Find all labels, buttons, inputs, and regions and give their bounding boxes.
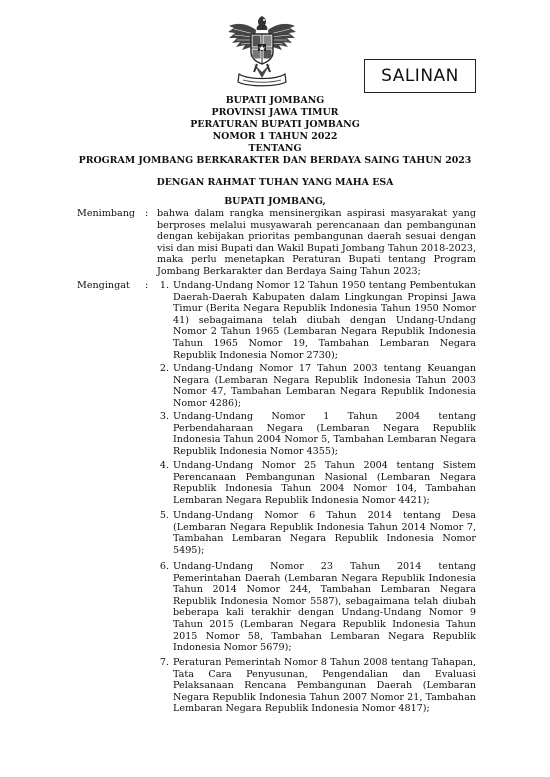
list-item-number: 2. <box>159 363 169 374</box>
list-item-number: 6. <box>159 561 169 572</box>
garuda-emblem-icon <box>226 14 298 90</box>
heading-province: PROVINSI JAWA TIMUR <box>211 107 339 118</box>
list-item-number: 3. <box>159 411 169 422</box>
list-item-text: Undang-Undang Nomor 25 Tahun 2004 tentang Sistem Perencanaan Pembangunan Nasional (Lembaran Negara Republik Indonesia Tahun 2004 Nomor 104, Tambahan Lembaran Negara Republik Indonesia Nomor 4421); <box>173 460 476 506</box>
heading-number: NOMOR 1 TAHUN 2022 <box>212 131 338 142</box>
heading-regulation: PERATURAN BUPATI JOMBANG <box>190 119 360 130</box>
menimbang-label: Menimbang <box>77 208 136 219</box>
heading-title: PROGRAM JOMBANG BERKARAKTER DAN BERDAYA SAING TAHUN 2023 <box>78 155 472 166</box>
list-item <box>157 280 476 361</box>
mengingat-label: Mengingat <box>77 280 130 291</box>
list-item <box>157 460 476 506</box>
mengingat-colon: : <box>145 280 149 291</box>
list-item <box>157 510 476 556</box>
list-item <box>157 363 476 409</box>
bupati-title: BUPATI JOMBANG, <box>224 196 326 207</box>
list-item-text: Undang-Undang Nomor 12 Tahun 1950 tentang Pembentukan Daerah-Daerah Kabupaten dalam Lingkungan Propinsi Jawa Timur (Berita Negara Republik Indonesia Tahun 1950 Nomor 41) sebagaimana telah diubah dengan Undang-Undang Nomor 2 Tahun 1965 (Lembaran Negara Republik Indonesia Tahun 1965 Nomor 19, Tambahan Lembaran Negara Republik Indonesia Nomor 2730); <box>173 280 476 361</box>
salinan-stamp: SALINAN <box>364 59 476 93</box>
list-item <box>157 657 476 715</box>
list-item <box>157 411 476 457</box>
menimbang-text: bahwa dalam rangka mensinergikan aspirasi masyarakat yang berproses melalui musyawarah perencanaan dan pembangunan dengan kebijakan prioritas pembangunan daerah sesuai dengan visi dan misi Bupati dan Wakil Bupati Jombang Tahun 2018-2023, maka perlu menetapkan Peraturan Bupati tentang Program Jombang Berkarakter dan Berdaya Saing Tahun 2023; <box>157 208 476 277</box>
list-item-text: Peraturan Pemerintah Nomor 8 Tahun 2008 tentang Tahapan, Tata Cara Penyusunan, Pengendalian dan Evaluasi Pelaksanaan Rencana Pembangunan Daerah (Lembaran Negara Republik Indonesia Tahun 2007 Nomor 21, Tambahan Lembaran Negara Republik Indonesia Nomor 4817); <box>173 657 476 715</box>
list-item-text: Undang-Undang Nomor 17 Tahun 2003 tentang Keuangan Negara (Lembaran Negara Republik Indonesia Tahun 2003 Nomor 47, Tambahan Lembaran Negara Republik Indonesia Nomor 4286); <box>173 363 476 409</box>
list-item-text: Undang-Undang Nomor 6 Tahun 2014 tentang Desa (Lembaran Negara Republik Indonesia Tahun 2014 Nomor 7, Tambahan Lembaran Negara Republik Indonesia Nomor 5495); <box>173 510 476 556</box>
menimbang-colon: : <box>145 208 149 219</box>
list-item-number: 5. <box>159 510 169 521</box>
list-item <box>157 561 476 654</box>
list-item-number: 1. <box>159 280 169 291</box>
document-heading <box>0 95 550 167</box>
heading-about: TENTANG <box>248 143 302 154</box>
list-item-text: Undang-Undang Nomor 1 Tahun 2004 tentang Perbendaharaan Negara (Lembaran Negara Republik Indonesia Tahun 2004 Nomor 5, Tambahan Lembaran Negara Republik Indonesia Nomor 4355); <box>173 411 476 457</box>
list-item-number: 4. <box>159 460 169 471</box>
list-item-number: 7. <box>159 657 169 668</box>
heading-regent: BUPATI JOMBANG <box>225 95 325 106</box>
list-item-text: Undang-Undang Nomor 23 Tahun 2014 tentang Pemerintahan Daerah (Lembaran Negara Republik Indonesia Tahun 2014 Nomor 244, Tambahan Lembaran Negara Republik Indonesia Nomor 5587), sebagaimana telah diubah beberapa kali terakhir dengan Undang-Undang Nomor 9 Tahun 2015 (Lembaran Negara Republik Indonesia Tahun 2015 Nomor 58, Tambahan Lembaran Negara Republik Indonesia Nomor 5679); <box>173 561 476 654</box>
rahmat-line: DENGAN RAHMAT TUHAN YANG MAHA ESA <box>156 177 394 188</box>
